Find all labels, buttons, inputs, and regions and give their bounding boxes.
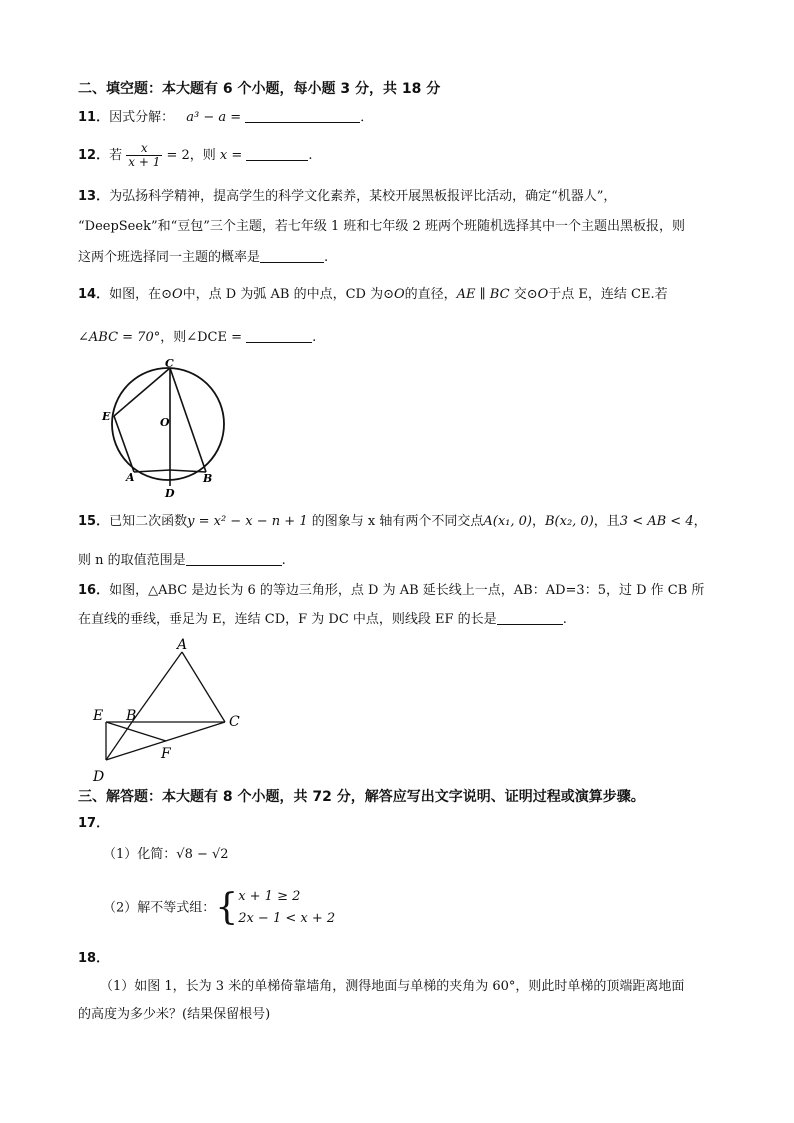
punctuation: ． xyxy=(360,110,374,125)
label-c: C xyxy=(165,357,174,370)
question-number: 12． xyxy=(78,148,110,163)
question-18-part-1 xyxy=(78,978,758,1024)
question-13 xyxy=(78,188,738,267)
question-text: 若 xyxy=(109,148,123,163)
label-d: D xyxy=(93,769,105,785)
question-number: 11． xyxy=(78,110,110,125)
question-17-part-2 xyxy=(103,886,335,930)
label-a: A xyxy=(126,471,135,484)
fraction-numerator: x xyxy=(140,141,148,155)
question-text: 交⊙ xyxy=(513,287,538,302)
math-expression: A(x₁, 0) xyxy=(483,514,532,529)
segment-bd xyxy=(106,722,132,760)
answer-blank[interactable] xyxy=(246,146,308,161)
label-b: B xyxy=(203,472,213,485)
question-text: ，且 xyxy=(593,514,620,529)
question-text: 如图，在⊙ xyxy=(109,287,172,302)
inequality-2: 2x − 1 < x + 2 xyxy=(238,911,336,926)
question-text: 这两个班选择同一主题的概率是 xyxy=(78,250,261,265)
question-text: 为弘扬科学精神，提高学生的科学文化素养，某校开展黑板报评比活动，确定“机器人”， xyxy=(109,189,617,204)
chord-cb xyxy=(170,368,206,472)
math-expression: a³ − a = xyxy=(186,110,242,125)
inequality-1: x + 1 ≥ 2 xyxy=(238,889,301,904)
answer-blank[interactable] xyxy=(186,551,282,566)
question-text: 的直径， xyxy=(404,287,457,302)
question-text: （1）如图 1，长为 3 米的单梯倚靠墙角，测得地面与单梯的夹角为 60°，则此时单梯的顶端距离地面 xyxy=(100,979,685,994)
question-17-part-1 xyxy=(103,846,229,864)
punctuation: . xyxy=(562,612,567,627)
question-12 xyxy=(78,142,718,169)
segment-ef xyxy=(106,722,166,741)
math-expression: y = x² − x − n + 1 xyxy=(187,514,308,529)
brace-symbol: { xyxy=(215,887,239,928)
inequality-system xyxy=(238,886,335,930)
question-text: 的图象与 x 轴有两个不同交点 xyxy=(311,514,484,529)
question-text: 则 n 的取值范围是 xyxy=(78,553,186,568)
question-text: = 2，则 xyxy=(166,148,216,163)
question-text: 的高度为多少米？(结果保留根号) xyxy=(78,1007,271,1022)
punctuation: . xyxy=(324,250,329,265)
question-number: 15． xyxy=(78,514,110,529)
question-text: 于点 E，连结 CE.若 xyxy=(548,287,668,302)
question-15-line-2 xyxy=(78,551,718,570)
question-text: 中，点 D 为弧 AB 的中点，CD 为⊙ xyxy=(182,287,394,302)
question-text: 因式分解： xyxy=(109,110,175,125)
question-17-number: 17． xyxy=(78,816,110,831)
math-variable: O xyxy=(172,287,183,302)
segment-ac xyxy=(182,652,225,722)
math-expression: √8 − √2 xyxy=(176,847,229,862)
answer-blank[interactable] xyxy=(260,248,324,263)
label-d: D xyxy=(165,487,175,500)
question-16 xyxy=(78,582,758,629)
math-expression: AE ∥ BC xyxy=(456,287,510,302)
label-f: F xyxy=(161,746,171,762)
label-e: E xyxy=(102,410,111,423)
math-expression: 3 < AB < 4 xyxy=(619,514,694,529)
question-text: 已知二次函数 xyxy=(109,514,188,529)
punctuation: . xyxy=(281,553,286,568)
question-text: 如图，△ABC 是边长为 6 的等边三角形，点 D 为 AB 延长线上一点，AB：AD=3：5，过 D 作 CB 所 xyxy=(109,583,705,598)
label-e: E xyxy=(93,708,104,724)
answer-blank[interactable] xyxy=(497,610,563,625)
circle-figure xyxy=(98,356,234,500)
label-c: C xyxy=(229,714,240,730)
fraction xyxy=(126,142,162,169)
fraction-denominator: x + 1 xyxy=(128,155,161,169)
punctuation: . xyxy=(312,330,317,345)
label-a: A xyxy=(177,637,188,653)
punctuation: . xyxy=(308,148,313,163)
question-15 xyxy=(78,513,748,531)
label-o: O xyxy=(160,416,170,429)
question-18-number: 18． xyxy=(78,951,110,966)
section-heading-answer: 三、解答题：本大题有 8 个小题，共 72 分，解答应写出文字说明、证明过程或演算步骤。 xyxy=(78,789,645,805)
math-expression: ∠ABC = 70° xyxy=(78,330,161,345)
answer-blank[interactable] xyxy=(245,108,360,123)
question-text: （2）解不等式组： xyxy=(103,900,216,916)
math-variable: O xyxy=(393,287,405,302)
question-text: 在直线的垂线，垂足为 E，连结 CD，F 为 DC 中点，则线段 EF 的长是 xyxy=(78,612,497,627)
section-heading-fill-in: 二、填空题：本大题有 6 个小题，每小题 3 分，共 18 分 xyxy=(78,81,441,97)
question-number: 13． xyxy=(78,189,110,204)
math-variable: x = xyxy=(219,148,243,163)
question-text: ，则∠DCE = xyxy=(160,330,243,345)
label-b: B xyxy=(126,708,137,724)
question-14-line-2 xyxy=(78,328,718,347)
punctuation: ， xyxy=(531,514,545,529)
segment-ab xyxy=(132,652,182,722)
question-11 xyxy=(78,108,718,127)
math-expression: B(x₂, 0) xyxy=(545,514,594,529)
triangle-figure xyxy=(88,634,248,786)
punctuation: ， xyxy=(693,514,707,529)
question-number: 14． xyxy=(78,287,110,302)
math-variable: O xyxy=(537,287,549,302)
question-text: （1）化简： xyxy=(103,847,177,862)
question-14 xyxy=(78,286,738,304)
question-number: 16． xyxy=(78,583,110,598)
answer-blank[interactable] xyxy=(246,328,312,343)
question-text: “DeepSeek”和“豆包”三个主题，若七年级 1 班和七年级 2 班两个班随机选择其中一个主题出黑板报，则 xyxy=(78,219,685,234)
chord-ea xyxy=(114,416,134,472)
